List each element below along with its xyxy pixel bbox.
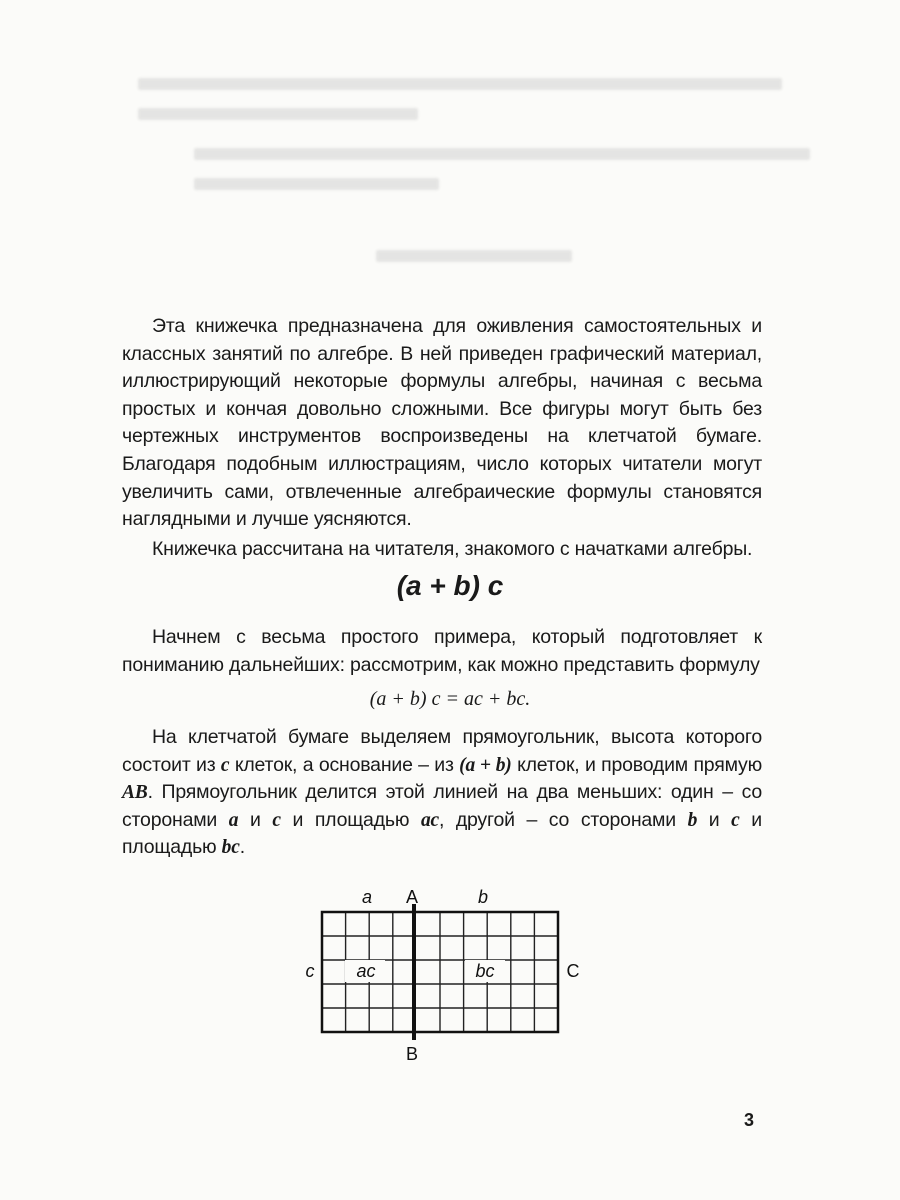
grid-diagram <box>290 880 610 1070</box>
section-title: (a + b) c <box>396 570 504 601</box>
intro-text-block <box>122 313 762 563</box>
label-C-right: C <box>566 961 580 981</box>
paragraph-intro: Эта книжечка предназначена для оживления самостоятельных и классных занятий по алгебре. В ней приведен графический материал, иллюстрирующий некоторые формулы алгебры, начиная с весьма простых и кончая довольно сложными. Все фигуры могут быть без чертежных инструментов воспроизведены на клетчатой бумаге. Благодаря подобным иллюстрациям, число которых читатели могут увеличить сами, отвлеченные алгебраические формулы становятся наглядными и лучше уясняются. <box>122 315 762 531</box>
label-B: B <box>405 1044 419 1064</box>
paragraph-audience: Книжечка рассчитана на читателя, знакомого с начатками алгебры. <box>152 537 753 560</box>
example-intro <box>122 624 762 679</box>
label-c-left: c <box>305 961 315 981</box>
formula: (a + b) c = ac + bc. <box>369 688 531 710</box>
explanation-block <box>122 724 762 862</box>
label-bc: bc <box>475 961 495 981</box>
label-A: A <box>405 887 419 907</box>
paragraph-explanation: На клетчатой бумаге выделяем прямоугольник, высота которого состоит из c клеток, а основание – из (a + b) клеток, и проводим прямую AB. Прямоугольник делится этой линией на два меньших: один – со сторонами a и c и площадью ac, другой – со сторонами b и c и площадью bc. <box>122 726 762 859</box>
paragraph-example: Начнем с весьма простого примера, который подготовляет к пониманию дальнейших: рассмотрим, как можно представить формулу <box>122 626 762 676</box>
page-number: 3 <box>744 1110 755 1130</box>
label-a: a <box>361 887 373 907</box>
label-ac: ac <box>356 961 376 981</box>
bleed-through-text <box>110 60 810 290</box>
label-b: b <box>477 887 489 907</box>
